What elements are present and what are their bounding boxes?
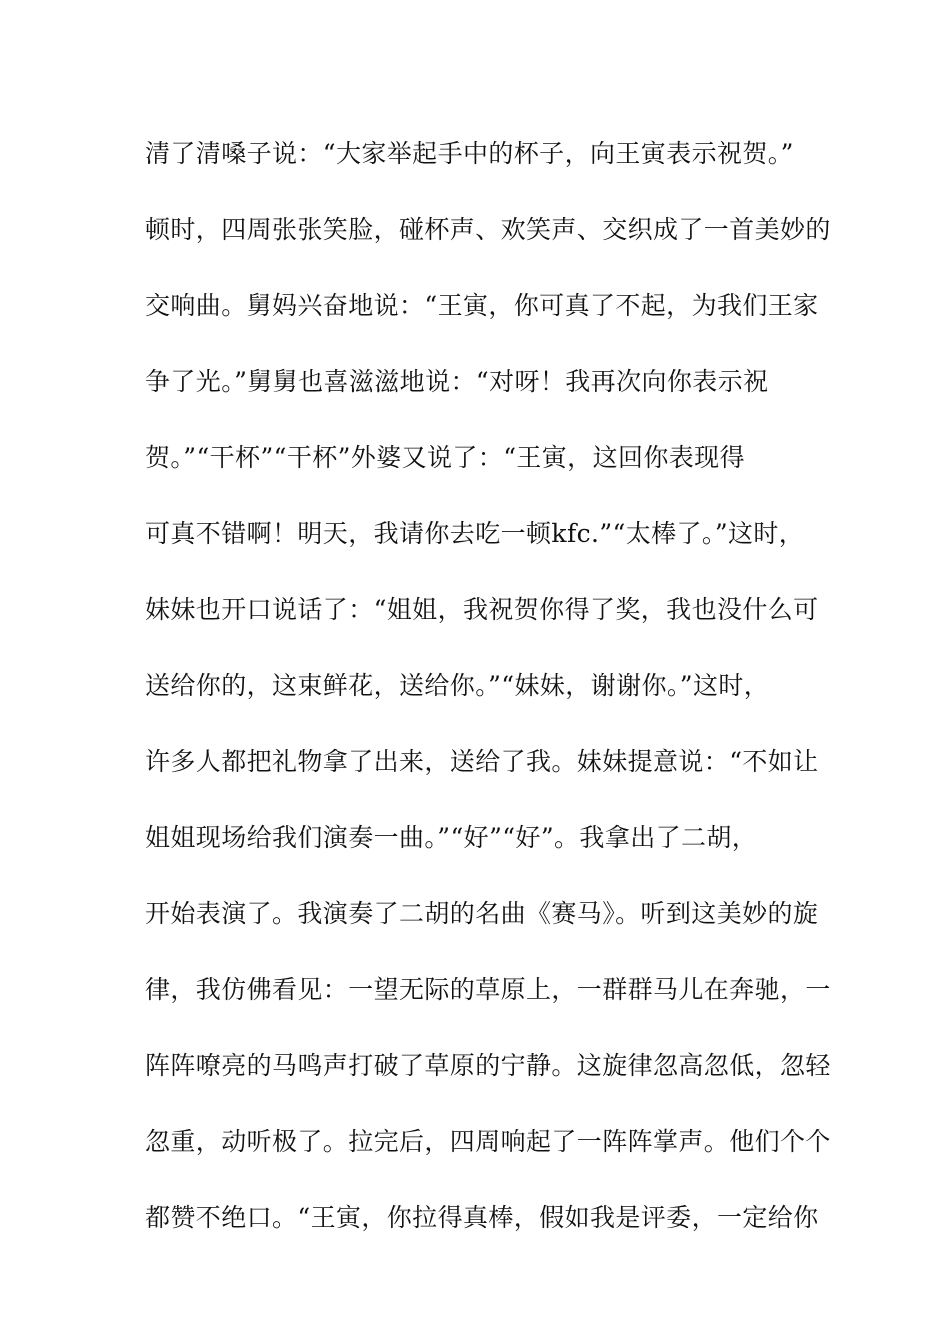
text-line: 顿时，四周张张笑脸，碰杯声、欢笑声、交织成了一首美妙的 xyxy=(145,215,831,244)
text-line: 忽重，动听极了。拉完后，四周响起了一阵阵掌声。他们个个 xyxy=(145,1127,831,1156)
text-line: 都赞不绝口。“王寅，你拉得真棒，假如我是评委，一定给你 xyxy=(145,1203,819,1232)
text-line: 交响曲。舅妈兴奋地说：“王寅，你可真了不起，为我们王家 xyxy=(145,291,819,320)
text-line: 妹妹也开口说话了：“姐姐，我祝贺你得了奖，我也没什么可 xyxy=(145,595,819,624)
document-text-body xyxy=(145,126,845,1266)
text-line: 送给你的，这束鲜花，送给你。”“妹妹，谢谢你。”这时， xyxy=(145,671,770,700)
text-line: 争了光。”舅舅也喜滋滋地说：“对呀！我再次向你表示祝 xyxy=(145,367,769,396)
text-line: 清了清嗓子说：“大家举起手中的杯子，向王寅表示祝贺。” xyxy=(145,139,794,168)
text-line: 可真不错啊！明天，我请你去吃一顿kfc.”“太棒了。”这时， xyxy=(145,519,805,548)
text-line: 开始表演了。我演奏了二胡的名曲《赛马》。听到这美妙的旋 xyxy=(145,899,819,928)
text-line: 阵阵嘹亮的马鸣声打破了草原的宁静。这旋律忽高忽低，忽轻 xyxy=(145,1051,831,1080)
text-line: 律，我仿佛看见：一望无际的草原上，一群群马儿在奔驰，一 xyxy=(145,975,831,1004)
text-line: 许多人都把礼物拿了出来，送给了我。妹妹提意说：“不如让 xyxy=(145,747,819,776)
text-line: 贺。”“干杯”“干杯”外婆又说了：“王寅，这回你表现得 xyxy=(145,443,745,472)
text-line: 姐姐现场给我们演奏一曲。”“好”“好”。我拿出了二胡， xyxy=(145,823,758,852)
